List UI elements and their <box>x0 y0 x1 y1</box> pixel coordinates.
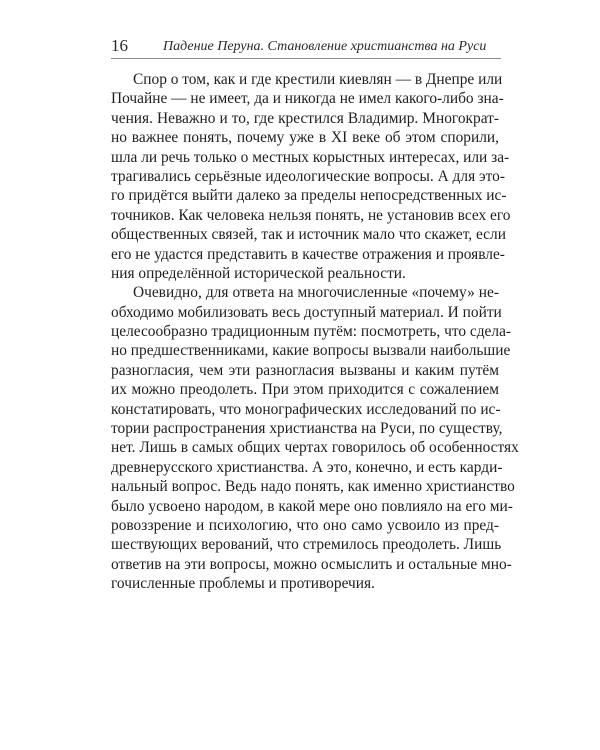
text-line: нет. Лишь в самых общих чертах говорилось об особенностях <box>111 439 519 457</box>
text-line: общественных связей, так и источник мало что скажет, если <box>111 226 506 244</box>
text-line: нальный вопрос. Ведь надо понять, как именно христианство <box>111 478 515 496</box>
text-line: Почайне — не имеет, да и никогда не имел какого-либо зна- <box>111 90 504 108</box>
text-line: шествующих верований, что стремилось преодолеть. Лишь <box>111 536 502 554</box>
text-line: целесообразно традиционным путём: посмотреть, что сдела- <box>111 323 512 341</box>
text-line: Очевидно, для ответа на многочисленные «почему» не- <box>133 284 499 302</box>
text-line: трагивались серьёзные идеологические вопросы. А для это- <box>111 167 505 185</box>
text-line: их можно преодолеть. При этом приходится с сожалением <box>111 381 499 399</box>
text-line: ровоззрение и психологию, что оно само усвоило из пред- <box>111 516 499 534</box>
text-line: Спор о том, как и где крестили киевлян — в Днепре или <box>133 71 503 88</box>
text-line: чения. Неважно и то, где крестился Владимир. Многократ- <box>111 109 499 127</box>
text-line: обходимо мобилизовать весь доступный материал. И пойти <box>111 303 502 321</box>
text-line: ния определённой исторической реальности. <box>111 264 406 282</box>
text-line: но предшественниками, какие вопросы вызвали наибольшие <box>111 342 511 360</box>
running-title: Падение Перуна. Становление христианства на Руси <box>163 39 487 54</box>
paragraph-2 <box>111 283 519 593</box>
text-line: ответив на эти вопросы, можно осмыслить и остальные мно- <box>111 555 512 573</box>
text-line: было усвоено народом, в какой мере оно повлияло на его ми- <box>111 497 513 515</box>
text-line: шла ли речь только о местных корыстных интересах, или за- <box>111 148 510 166</box>
text-line: древнерусского христианства. А это, конечно, и есть карди- <box>111 458 503 476</box>
text-line: го придётся выйти далеко за пределы непосредственных ис- <box>111 187 507 205</box>
text-line: его не удастся представить в качестве отражения и проявле- <box>111 245 505 263</box>
page-number: 16 <box>111 36 128 55</box>
running-header <box>111 36 501 59</box>
text-line: гочисленные проблемы и противоречия. <box>111 575 375 593</box>
body-text <box>111 70 519 594</box>
text-line: но важнее понять, почему уже в XI веке об этом спорили, <box>111 129 499 147</box>
text-line: точников. Как человека нельзя понять, не установив всех его <box>111 206 511 224</box>
paragraph-1 <box>111 70 511 283</box>
text-line: констатировать, что монографических исследований по ис- <box>111 400 501 418</box>
text-line: тории распространения христианства на Руси, по существу, <box>111 420 503 438</box>
text-line: разногласия, чем эти разногласия вызваны и каким путём <box>111 361 499 379</box>
